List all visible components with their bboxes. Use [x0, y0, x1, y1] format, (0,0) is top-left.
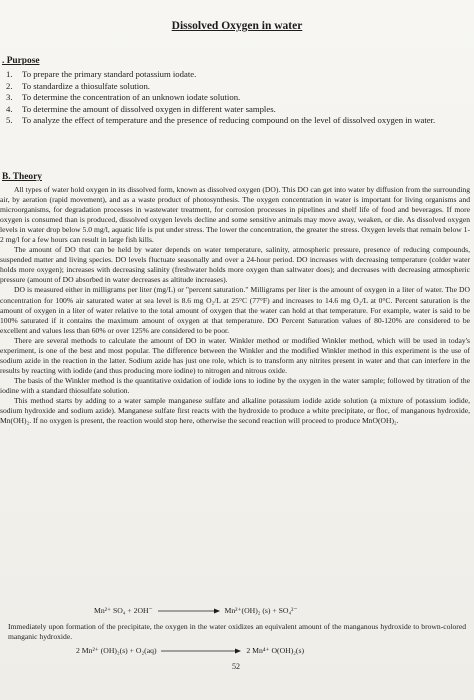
theory-paragraph: The amount of DO that can be held by water depends on water temperature, salinity, atmospheric pressure, presence of reducing compounds, suspended matter and living species. DO levels fluctuate seasonally and over a 24-hour period. DO increases with decreasing temperature (colder water holds more oxygen); increases with decreasing salinity (freshwater holds more oxygen than saltwater does); and decreases with decreasing atmospheric pressure (amount of DO absorbed in water decreases as altitude increases). — [0, 245, 470, 285]
reaction-equation-1 — [94, 606, 298, 615]
list-item: 2. To standardize a thiosulfate solution. — [6, 80, 150, 91]
theory-paragraph: DO is measured either in milligrams per liter (mg/L) or "percent saturation." Milligrams per liter is the amount of oxygen in a liter of water. The DO concentration for 100% air saturated water at sea level is 8.6 mg O₂/L at 25°C (77°F) and increases to 14.6 mg O₂/L at 0°C. Percent saturation is the amount of oxygen in a liter of water relative to the total amount of oxygen that the water can hold at that temperature. For example, water is said to be 100% saturated if it contains the maximum amount of oxygen at that temperature. DO Percent Saturation values of 80-120% are considered to be excellent and values less than 60% or over 125% are considered to be poor. — [0, 285, 470, 335]
reaction-equation-2 — [76, 646, 304, 655]
theory-body — [0, 185, 470, 426]
list-item: 3. To determine the concentration of an unknown iodate solution. — [6, 92, 241, 103]
list-item: 4. To determine the amount of dissolved oxygen in different water samples. — [6, 103, 276, 114]
purpose-list — [6, 69, 466, 127]
theory-paragraph: All types of water hold oxygen in its dissolved form, known as dissolved oxygen (DO). This DO can get into water by diffusion from the surrounding air, by aeration (rapid movement), and as a waste product of photosynthesis. The oxygen concentration in water is important for living organisms and microorganisms, for degradation processes in wastewater treatment, for corrosion processes in pipelines and shelf life of food and beverages. If more oxygen is consumed than is produced, dissolved oxygen levels decline and some sensitive animals may move away, weaken, or die. As dissolved oxygen levels in water drop below 5.0 mg/l, aquatic life is put under stress. The lower the concentration, the greater the stress. Oxygen levels that remain below 1-2 mg/l for a few hours can result in large fish kills. — [0, 185, 470, 245]
paragraph-after-equation: Immediately upon formation of the precipitate, the oxygen in the water oxidizes an equivalent amount of the manganous hydroxide to brown-colored manganic hydroxide. — [8, 622, 466, 641]
reaction-arrow-icon — [158, 608, 220, 614]
purpose-heading: . Purpose — [2, 56, 40, 66]
reaction-arrow-icon — [161, 648, 241, 654]
theory-paragraph: There are several methods to calculate the amount of DO in water. Winkler method or modified Winkler method, which will be used in today's experiment, is one of the best and most popular. The difference between the Winkler and the modified Winkler method in this experiment is the use of sodium azide in the reaction in the latter. Sodium azide has just one role, which is to transform any nitrites present in water and that can interfere in the results by reacting with iodide (and thus producing more iodine) to nitrogen and nitrous oxide. — [0, 335, 470, 375]
theory-heading: B. Theory — [2, 172, 42, 182]
page-title: Dissolved Oxygen in water — [171, 20, 303, 32]
theory-paragraph: The basis of the Winkler method is the quantitative oxidation of iodide ions to iodine by the oxygen in the water sample; followed by titration of the iodine with a standard thiosulfate solution. — [0, 375, 470, 395]
equation-products: 2 Mn⁴⁺ O(OH)₂(s) — [246, 646, 305, 655]
equation-products: Mn²⁺(OH)₂ (s) + SO₄²⁻ — [224, 606, 298, 615]
list-item: 1. To prepare the primary standard potassium iodate. — [6, 69, 197, 79]
equation-reactants: 2 Mn²⁺ (OH)₂(s) + O₂(aq) — [76, 646, 157, 655]
list-item: 5. To analyze the effect of temperature and the presence of reducing compound on the level of dissolved oxygen in water. — [6, 115, 436, 126]
equation-reactants: Mn²⁺ SO₄ + 2OH⁻ — [94, 606, 153, 615]
theory-paragraph: This method starts by adding to a water sample manganese sulfate and alkaline potassium iodide azide solution (a mixture of potassium iodide, sodium hydroxide and sodium azide). Manganese sulfate first reacts with the hydroxide to produce a white precipitate, or floc, of manganous hydroxide, Mn(OH)₂. If no oxygen is present, the reaction would stop here, otherwise the second reaction will proceed to produce MnO(OH)₂. — [0, 395, 470, 426]
page-number: 52 — [232, 662, 240, 671]
